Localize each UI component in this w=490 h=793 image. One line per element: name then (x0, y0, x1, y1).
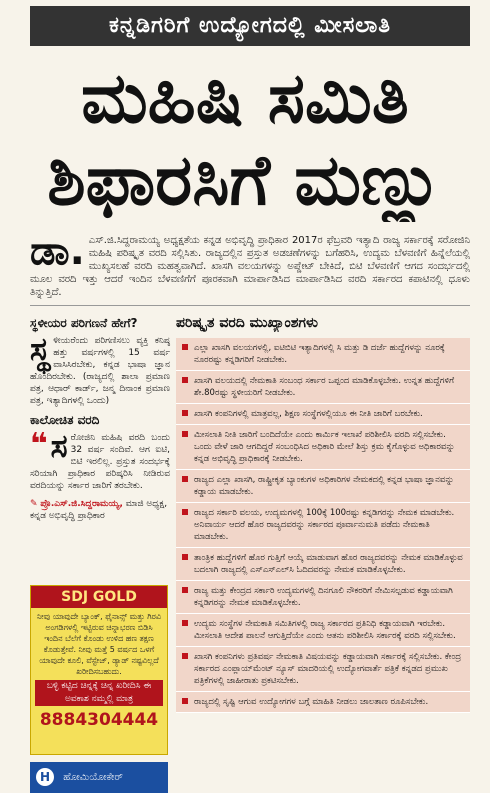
highlight-item: ತಾಂತ್ರಿಕ ಹುದ್ದೆಗಳಿಗೆ ಹೊರ ಗುತ್ತಿಗೆ ಆಯ್ಕೆ ಮಾಡುವಾಗ ಹೊರ ರಾಜ್ಯದವರನ್ನು ನೇಮಕ ಮಾಡಿಕೊಳ್ಳುವ ಬದಲಾಗಿ ರಾಜ್ಯದಲ್ಲಿ ಎಸ್‌ಎಸ್‌ಎಲ್‌ಸಿ ಓದಿದವರನ್ನು ನೇಮಕ ಮಾಡಿಕೊಳ್ಳಬೇಕು. (176, 548, 470, 581)
highlight-item: ಎಲ್ಲಾ ಖಾಸಗಿ ವಲಯಗಳಲ್ಲಿ, ಐಟಿಬಿಟಿ ಇತ್ಯಾದಿಗಳಲ್ಲಿ ಸಿ ಮತ್ತು ಡಿ ದರ್ಜೆ ಹುದ್ದೆಗಳನ್ನು ನೂರಕ್ಕೆ ನೂರರಷ್ಟು ಕನ್ನಡಿಗರಿಗೆ ನೀಡಬೇಕು. (176, 338, 470, 371)
author-name: ಪ್ರೊ.ಎಸ್.ಜಿ.ಸಿದ್ದರಾಮಯ್ಯ, (40, 499, 123, 509)
intro-paragraph (30, 228, 470, 299)
ad-strip: ಬಳ್ಳಿ ಕಟ್ಟಿದ ಚಿನ್ನಕ್ಕೆ ಚಿನ್ನ ಖರೀದಿಸಿ ಈ ಅವಕಾಶ ನಮ್ಮಲ್ಲಿ ಮಾತ್ರ (35, 680, 163, 706)
highlight-item: ಖಾಸಗಿ ಕಂಪನಿಗಳು ಪ್ರತಿವರ್ಷ ನೇಮಕಾತಿ ವಿಷಯವನ್ನು ಕಡ್ಡಾಯವಾಗಿ ಸರ್ಕಾರಕ್ಕೆ ಸಲ್ಲಿಸಬೇಕು. ಕೇಂದ್ರ ಸರ್ಕಾರದ ಎಂಪ್ಲಾಯ್‌ಮೆಂಟ್ ನ್ಯೂಸ್ ಮಾದರಿಯಲ್ಲಿ ಉದ್ಯೋಗವಾರ್ತೆ ಪತ್ರಿಕೆ ಕನ್ನಡದ ಪ್ರಮುಖ ಪತ್ರಿಕೆಗಳಲ್ಲಿ ಜಾಹೀರಾತು ಪ್ರಕಟಿಸಬೇಕು. (176, 647, 470, 692)
intro-dropcap: ಡಾ. (30, 228, 85, 274)
highlights-title: ಪರಿಷ್ಕೃತ ವರದಿ ಮುಖ್ಯಾಂಶಗಳು (176, 315, 318, 331)
headline-line-2: ಶಿಫಾರಸಿಗೆ ಮಣ್ಣು (47, 139, 443, 221)
highlight-item: ಖಾಸಗಿ ಕಂಪನಿಗಳಲ್ಲಿ ಮಾತ್ರವಲ್ಲ, ಶಿಕ್ಷಣ ಸಂಸ್ಥೆಗಳಲ್ಲಿಯೂ ಈ ನೀತಿ ಜಾರಿಗೆ ಬರಬೇಕು. (176, 404, 470, 425)
author-credit (30, 498, 170, 522)
section-dropcap-locals: ಸ್ಥ (30, 330, 51, 368)
section-title-timely: ಕಾಲೋಚಿತ ವರದಿ (30, 413, 100, 427)
headline-line-1: ಮಹಿಷಿ ಸಮಿತಿ (81, 57, 409, 139)
left-column (30, 314, 170, 528)
highlight-item: ರಾಜ್ಯ ಮತ್ತು ಕೇಂದ್ರದ ಸರ್ಕಾರಿ ಉದ್ಯಮಗಳಲ್ಲಿ ದಿನಗೂಲಿ ನೌಕರರಿಗೆ ನೇಮಿಸಲ್ಪಡುವ ಕಡ್ಡಾಯವಾಗಿ ಕನ್ನಡಿಗರನ್ನು ನೇಮಕ ಮಾಡಿಕೊಳ್ಳಬೇಕು. (176, 581, 470, 614)
divider (30, 305, 470, 306)
homeocare-advertisement[interactable] (30, 762, 168, 793)
highlight-item: ಉದ್ಯಮ ಸಂಸ್ಥೆಗಳ ನೇಮಕಾತಿ ಸಮಿತಿಗಳಲ್ಲಿ ರಾಜ್ಯ ಸರ್ಕಾರದ ಪ್ರತಿನಿಧಿ ಕಡ್ಡಾಯವಾಗಿ ಇರಬೇಕು. ಮೀಸಲಾತಿ ಆದೇಶ ಪಾಲನೆ ಆಗುತ್ತಿದೆಯೇ ಎಂದು ಆತನು ಪರಿಶೀಲಿಸಿ ಸರ್ಕಾರಕ್ಕೆ ವರದಿ ಸಲ್ಲಿಸಬೇಕು. (176, 614, 470, 647)
pen-icon: ✎ (30, 499, 38, 509)
section-body-timely: ರೋಜಿನಿ ಮಹಿಷಿ ವರದಿ ಬಂದು 32 ವರ್ಷ ಸಂದಿವೆ. ಆಗ ಐಟಿ, ಬಿಟಿ ಇರಲಿಲ್ಲ. ಪ್ರಸ್ತುತ ಸಂದರ್ಭಕ್ಕೆ ಸರಿಯಾಗಿ ಪ್ರಾಧಿಕಾರ ಪರಿಷ್ಕರಿಸಿ ನೀಡಿರುವ ವರದಿಯನ್ನು ಸರ್ಕಾರ ಜಾರಿಗೆ ತರಬೇಕು. (30, 433, 170, 491)
highlight-item: ರಾಜ್ಯದ ಎಲ್ಲಾ ಖಾಸಗಿ, ರಾಷ್ಟ್ರೀಕೃತ ಬ್ಯಾಂಕುಗಳ ಅಧಿಕಾರಿಗಳ ನೇಮಕದಲ್ಲಿ ಕನ್ನಡ ಭಾಷಾ ಜ್ಞಾನವನ್ನು ಕಡ್ಡಾಯ ಮಾಡಬೇಕು. (176, 470, 470, 503)
highlight-item: ರಾಜ್ಯದ ಸರ್ಕಾರಿ ವಲಯ, ಉದ್ಯಮಗಳಲ್ಲಿ 100ಕ್ಕೆ 100ರಷ್ಟು ಕನ್ನಡಿಗರನ್ನು ನೇಮಕ ಮಾಡಬೇಕು. ಅನಿವಾರ್ಯ ಆದರೆ ಹೊರ ರಾಜ್ಯದವರನ್ನು ಸರ್ಕಾರದ ಪೂರ್ವಾನುಮತಿ ಪಡೆದು ನೇಮಕಾತಿ ಮಾಡಬೇಕು. (176, 503, 470, 548)
highlights-column (176, 314, 470, 713)
homeocare-logo-icon: H (36, 768, 54, 786)
kicker-banner: ಕನ್ನಡಿಗರಿಗೆ ಉದ್ಯೋಗದಲ್ಲಿ ಮೀಸಲಾತಿ (30, 6, 470, 46)
quote-mark-icon: ❝ (30, 427, 48, 462)
section-title-locals: ಸ್ಥಳೀಯರ ಪರಿಗಣನೆ ಹೇಗೆ? (30, 316, 138, 330)
section-text-timely (30, 427, 170, 492)
gold-advertisement[interactable] (30, 585, 168, 755)
highlight-item: ಮೀಸಲಾತಿ ನೀತಿ ಜಾರಿಗೆ ಬಂದಿದೆಯೇ ಎಂದು ಕಾರ್ಮಿಕ ಇಲಾಖೆ ಪರಿಶೀಲಿಸಿ ವರದಿ ಸಲ್ಲಿಸಬೇಕು. ಒಂದು ವೇಳೆ ಜಾರಿ ಆಗದಿದ್ದರೆ ಸಂಬಂಧಿಸಿದ ಅಧಿಕಾರಿ ಮೇಲೆ ಶಿಸ್ತು ಕ್ರಮ ಕೈಗೊಳ್ಳುವ ಅಧಿಕಾರವನ್ನು ಕನ್ನಡ ಅಭಿವೃದ್ಧಿ ಪ್ರಾಧಿಕಾರಕ್ಕೆ ನೀಡಬೇಕು. (176, 425, 470, 470)
intro-text: ಎಸ್.ಜಿ.ಸಿದ್ದರಾಮಯ್ಯ ಅಧ್ಯಕ್ಷತೆಯ ಕನ್ನಡ ಅಭಿವೃದ್ಧಿ ಪ್ರಾಧಿಕಾರ 2017ರ ಫೆಬ್ರವರಿ ಇತ್ಯಾದಿ ರಾಜ್ಯ ಸರ್ಕಾರಕ್ಕೆ ಸರೋಜಿನಿ ಮಹಿಷಿ ಪರಿಷ್ಕೃತ ವರದಿ ಸಲ್ಲಿಸಿತು. ರಾಜ್ಯದಲ್ಲಿನ ಪ್ರಸ್ತುತ ಅಡಚಣೆಗಳನ್ನು ಬಗೆಹರಿಸಿ, ಉದ್ಯಮ ಬೆಳವಣಿಗೆ ಹಿನ್ನೆಲೆಯಲ್ಲಿ ಮುಖ್ಯಸಲಹೆ ವರದಿ ಮಹತ್ವವಾಗಿದೆ. ಖಾಸಗಿ ವಲಯಗಳನ್ನು ಅಪ್ಡೇಟ್ ಬೇಕಿದೆ, ಬಿಟಿ ಬೆಳವಣಿಗೆ ಆಗದ ಸಂದರ್ಭದಲ್ಲಿ ಮೂಲ ವರದಿ ಇತ್ತು ಆದರೆ ಇಂದಿನ ಬೆಳವಣಿಗೆಗೆ ಪೂರಕವಾಗಿ ಮಾರ್ಪಾಡಿಸಿದ ಮಾರ್ಪಾಡಿಸಿದ ವರದಿ ಸರ್ಕಾರದ ಕಪಾಟಿನಲ್ಲಿ ಧೂಳು ತಿನ್ನುತ್ತಿದೆ. (30, 235, 470, 298)
ad-phone-number[interactable]: 8884304444 (39, 710, 159, 730)
homeocare-text: ಹೋಮಿಯೋಕೇರ್ (63, 772, 123, 783)
ad-title: SDJ GOLD (31, 586, 167, 608)
section-text-locals (30, 330, 170, 407)
section-dropcap-timely: ಸ (50, 427, 68, 465)
author-role: ಮಾಜಿ ಅಧ್ಯಕ್ಷ, ಕನ್ನಡ ಅಭಿವೃದ್ಧಿ ಪ್ರಾಧಿಕಾರ (30, 499, 168, 521)
section-body-locals: ಳೀಯರೆಂದು ಪರಿಗಣಿಸಲು ವ್ಯಕ್ತಿ ಕನಿಷ್ಠ ಹತ್ತು ವರ್ಷಗಳಲ್ಲಿ 15 ವರ್ಷ ವಾಸಿಸಿರಬೇಕು, ಕನ್ನಡ ಭಾಷಾ ಜ್ಞಾನ ಹೊಂದಿರಬೇಕು. (ರಾಜ್ಯದಲ್ಲಿ ಶಾಲಾ ಪ್ರಮಾಣ ಪತ್ರ, ಆಧಾರ್ ಕಾರ್ಡ್, ಜನ್ಮ ದಿನಾಂಕ ಪ್ರಮಾಣ ಪತ್ರ, ಇತ್ಯಾದಿಗಳಲ್ಲಿ ಒಂದು) (30, 336, 170, 406)
highlight-item: ರಾಜ್ಯದಲ್ಲಿ ಸೃಷ್ಟಿ ಆಗುವ ಉದ್ಯೋಗಗಳ ಬಗ್ಗೆ ಮಾಹಿತಿ ನೀಡಲು ಜಾಲತಾಣ ರೂಪಿಸಬೇಕು. (176, 692, 470, 713)
highlight-item: ಖಾಸಗಿ ವಲಯದಲ್ಲಿ ನೇಮಕಾತಿ ಸಂಬಂಧ ಸರ್ಕಾರ ಒಪ್ಪಂದ ಮಾಡಿಕೊಳ್ಳಬೇಕು. ಉನ್ನತ ಹುದ್ದೆಗಳಿಗೆ ಶೇ.80ರಷ್ಟು ಸ್ಥಳೀಯರಿಗೆ ನೀಡಬೇಕು. (176, 371, 470, 404)
ad-text: ನೀವು ಯಾವುದೇ ಬ್ಯಾಂಕ್, ಫೈನಾನ್ಸ್ ಮತ್ತು ಗಿರವಿ ಅಂಗಡಿಗಳಲ್ಲಿ ಇಟ್ಟಿರುವ ಚಿನ್ನಾಭರಣ ಬಿಡಿಸಿ ಇಂದಿನ ಬೆಲೆಗೆ ಕೊಂಡು ಉಳಿದ ಹಣ ತಕ್ಷಣ ಕೊಡುತ್ತೇವೆ. ನೀವು ಮತ್ತೆ 5 ವರ್ಷದ ಒಳಗೆ ಯಾವುದೇ ಕೂಲಿ, ವೆಸ್ಟೇಜ್, ಡ್ಯಾಡ್ ನಷ್ಟವಿಲ್ಲದೆ ಖರೀದಿಸಬಹುದು. (36, 612, 162, 676)
